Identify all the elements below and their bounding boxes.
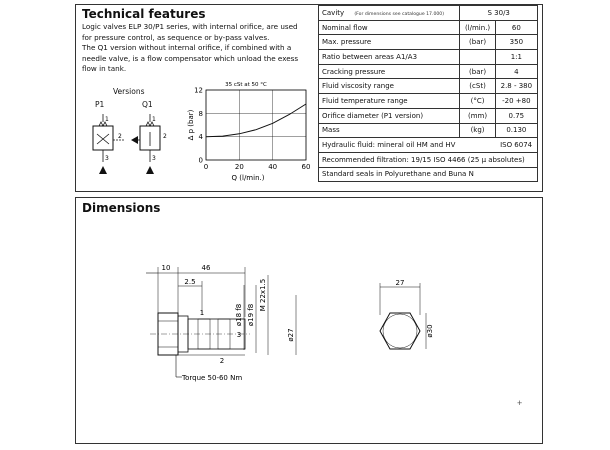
intro-line-1: Logic valves ELP 30/P1 series, with internal orifice, are used (82, 22, 298, 31)
spec-label: Ratio between areas A1/A3 (319, 50, 460, 65)
intro-text (82, 22, 310, 75)
hydraulic-fluid: Hydraulic fluid: mineral oil HM and HV (319, 138, 496, 153)
recommended-filtration: Recommended filtration: 19/15 ISO 4466 (25 µ absolutes) (319, 152, 538, 167)
version-q1-label: Q1 (142, 100, 153, 109)
intro-line-2: for pressure control, as sequence or by-pass valves. (82, 32, 270, 42)
spec-unit: (kg) (460, 123, 495, 138)
spec-unit: (°C) (460, 94, 495, 109)
chart-y-tick: 4 (198, 133, 203, 142)
valve-end-view (368, 275, 443, 365)
spec-unit: (bar) (460, 64, 495, 79)
spec-row (319, 79, 538, 94)
spec-row-hydraulic (319, 138, 538, 153)
spec-label: Nominal flow (319, 20, 460, 35)
hex-27-text: 27 (395, 279, 405, 287)
technical-features-title: Technical features (82, 7, 206, 21)
p1-body (93, 126, 113, 150)
intro-line-3: The Q1 version without internal orifice, if combined with a (82, 43, 292, 53)
cavity-label: Cavity (322, 8, 345, 17)
hex-30-text: ø30 (426, 324, 434, 338)
spec-unit: (bar) (460, 35, 495, 50)
spec-unit: (l/min.) (460, 20, 495, 35)
spec-row (319, 50, 538, 65)
spec-table (318, 5, 538, 182)
valve-symbol-q1 (130, 112, 174, 176)
valve-side-drawing (140, 255, 325, 390)
cavity-label-cell (319, 6, 460, 21)
intro-line-4: needle valve, is a flow compensator which unload the exess (82, 53, 299, 63)
spec-label: Orifice diameter (P1 version) (319, 108, 460, 123)
versions-label: Versions (113, 87, 145, 96)
spec-value: -20 +80 (495, 94, 537, 109)
cavity-value: S 30/3 (460, 6, 538, 21)
crop-mark-icon: + (517, 398, 523, 408)
spec-value: 350 (495, 35, 537, 50)
spec-label: Cracking pressure (319, 64, 460, 79)
p1-port-3: 3 (105, 155, 109, 162)
dimensions-title: Dimensions (82, 201, 161, 215)
dim-thread-text: M 22x1.5 (259, 278, 267, 312)
spec-row (319, 108, 538, 123)
chart-x-tick: 60 (301, 163, 311, 171)
hex-outline (380, 313, 420, 349)
spec-label: Mass (319, 123, 460, 138)
version-p1-label: P1 (95, 100, 105, 109)
chart-ticks (194, 87, 310, 172)
standard-seals: Standard seals in Polyurethane and Buna N (319, 167, 538, 182)
chart-xlabel: Q (l/min.) (231, 174, 265, 182)
spec-label: Fluid viscosity range (319, 79, 460, 94)
spec-row-seals (319, 167, 538, 182)
dim-10-text: 10 (161, 264, 171, 272)
p1-port-2: 2 (118, 133, 122, 140)
chart-y-tick: 8 (198, 109, 203, 118)
q1-side-arrow (131, 136, 138, 144)
spec-row (319, 20, 538, 35)
p1-port-1: 1 (105, 116, 109, 123)
hydraulic-iso: ISO 6074 (495, 138, 537, 153)
chart-y-tick: 0 (198, 156, 203, 165)
cavity-note: (For dimensions see catalogue 17.000) (354, 11, 444, 17)
spec-value: 60 (495, 20, 537, 35)
spec-row (319, 123, 538, 138)
spec-unit (460, 50, 495, 65)
chart-x-tick: 20 (234, 163, 244, 171)
spec-row (319, 35, 538, 50)
intro-line-5: flow in tank. (82, 64, 127, 74)
port-label-3: 3 (236, 331, 242, 339)
p1-cross (97, 134, 109, 144)
spec-value: 0.130 (495, 123, 537, 138)
hex-inner-circle (383, 314, 417, 348)
spec-label: Fluid temperature range (319, 94, 460, 109)
chart-grid (206, 90, 306, 160)
valve-symbol-p1 (85, 112, 127, 176)
dim-27-text: ø27 (287, 328, 295, 342)
spec-label: Max. pressure (319, 35, 460, 50)
chart-x-tick: 0 (203, 163, 209, 171)
spec-value: 2.8 - 380 (495, 79, 537, 94)
dim-46-text: 46 (201, 264, 211, 272)
chart-ylabel: Δ p (bar) (187, 109, 195, 141)
q1-port-1: 1 (152, 116, 156, 123)
chart-x-tick: 40 (268, 163, 278, 171)
p1-arrow (99, 166, 107, 174)
dim-2-5-text: 2.5 (184, 278, 196, 286)
chart-series-line (206, 104, 306, 137)
spec-row (319, 94, 538, 109)
spec-row-filtration (319, 152, 538, 167)
spec-unit: (cSt) (460, 79, 495, 94)
port-label-2: 2 (219, 357, 225, 365)
dim-18-text: ø18 f8 (235, 303, 243, 327)
chart-title: 35 cSt at 50 °C (225, 82, 267, 88)
q1-port-3: 3 (152, 155, 156, 162)
port-label-1: 1 (199, 309, 205, 317)
q1-arrow (146, 166, 154, 174)
pressure-drop-chart (186, 80, 314, 182)
spec-value: 0.75 (495, 108, 537, 123)
spec-row (319, 64, 538, 79)
chart-frame (206, 90, 306, 160)
spec-unit: (mm) (460, 108, 495, 123)
torque-text: Torque 50-60 Nm (182, 374, 243, 382)
spec-row-cavity (319, 6, 538, 21)
dim-19-text: ø19 f8 (247, 303, 255, 327)
spec-value: 1:1 (495, 50, 537, 65)
chart-y-tick: 12 (194, 86, 203, 95)
q1-port-2: 2 (163, 133, 167, 140)
spec-value: 4 (495, 64, 537, 79)
